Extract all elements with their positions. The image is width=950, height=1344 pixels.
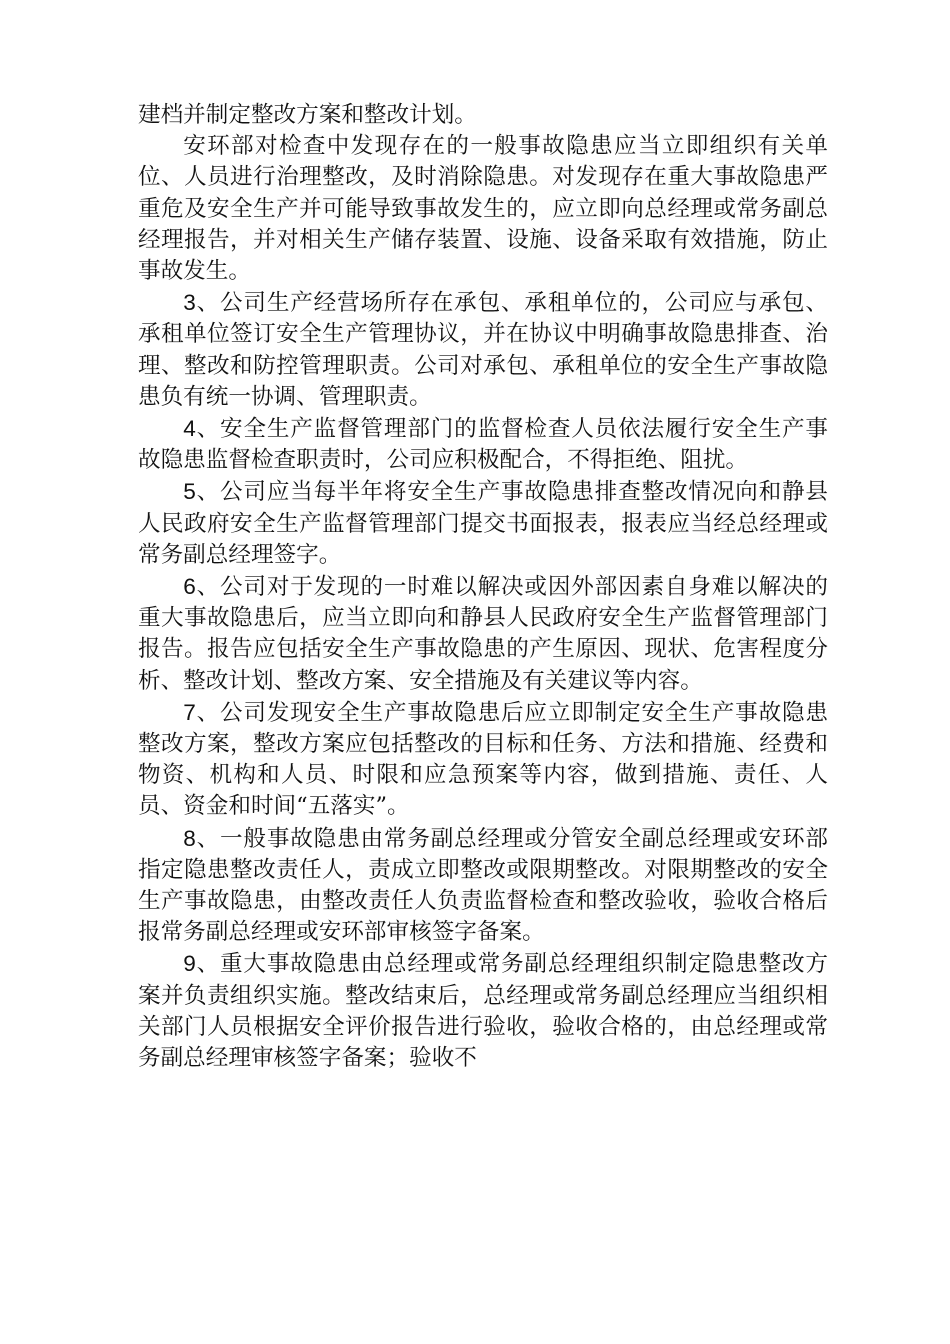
- paragraph-text: 、公司发现安全生产事故隐患后应立即制定安全生产事故隐患整改方案，整改方案应包括整改的目标和任务、方法和措施、经费和物资、机构和人员、时限和应急预案等内容，做到措施、责任、人员、资金和时间“五落实”。: [138, 699, 828, 820]
- paragraph-text: 、公司对于发现的一时难以解决或因外部因素自身难以解决的重大事故隐患后，应当立即向和静县人民政府安全生产监督管理部门报告。报告应包括安全生产事故隐患的产生原因、现状、危害程度分析、整改计划、整改方案、安全措施及有关建议等内容。: [138, 574, 828, 694]
- item-number: 5: [183, 479, 196, 505]
- paragraph-item-5: [138, 476, 828, 571]
- paragraph-text: 、公司生产经营场所存在承包、承租单位的，公司应与承包、承租单位签订安全生产管理协议，并在协议中明确事故隐患排查、治理、整改和防控管理职责。公司对承包、承租单位的安全生产事故隐患负有统一协调、管理职责。: [138, 290, 828, 410]
- paragraph-text: 、一般事故隐患由常务副总经理或分管安全副总经理或安环部指定隐患整改责任人，责成立即整改或限期整改。对限期整改的安全生产事故隐患，由整改责任人负责监督检查和整改验收，验收合格后报常务副总经理或安环部审核签字备案。: [138, 825, 828, 946]
- paragraph-item-7: [138, 697, 828, 823]
- item-number: 8: [183, 825, 196, 851]
- document-page: [138, 100, 828, 1074]
- paragraph-item-9: [138, 948, 828, 1074]
- item-number: 9: [183, 951, 196, 977]
- paragraph-text: 、重大事故隐患由总经理或常务副总经理组织制定隐患整改方案并负责组织实施。整改结束后，总经理或常务副总经理应当组织相关部门人员根据安全评价报告进行验收，验收合格的，由总经理或常务副总经理审核签字备案；验收不: [138, 951, 828, 1072]
- paragraph-item-6: [138, 571, 828, 697]
- paragraph-item-8: [138, 823, 828, 949]
- item-number: 7: [183, 699, 196, 725]
- item-number: 6: [183, 574, 196, 600]
- paragraph-item-4: [138, 413, 828, 476]
- paragraph-continuation: [138, 100, 828, 131]
- paragraph-text: 、公司应当每半年将安全生产事故隐患排查整改情况向和静县人民政府安全生产监督管理部门提交书面报表，报表应当经总经理或常务副总经理签字。: [138, 479, 828, 568]
- paragraph-text: 安环部对检查中发现存在的一般事故隐患应当立即组织有关单位、人员进行治理整改，及时消除隐患。对发现存在重大事故隐患严重危及安全生产并可能导致事故发生的，应立即向总经理或常务副总经理报告，并对相关生产储存装置、设施、设备采取有效措施，防止事故发生。: [138, 133, 828, 285]
- item-number: 3: [183, 290, 196, 316]
- paragraph-text: 、安全生产监督管理部门的监督检查人员依法履行安全生产事故隐患监督检查职责时，公司应积极配合，不得拒绝、阻扰。: [138, 416, 828, 474]
- item-number: 4: [183, 416, 196, 442]
- paragraph-item-3: [138, 287, 828, 413]
- paragraph-hazard-handling: [138, 131, 828, 287]
- paragraph-text: 建档并制定整改方案和整改计划。: [138, 102, 477, 128]
